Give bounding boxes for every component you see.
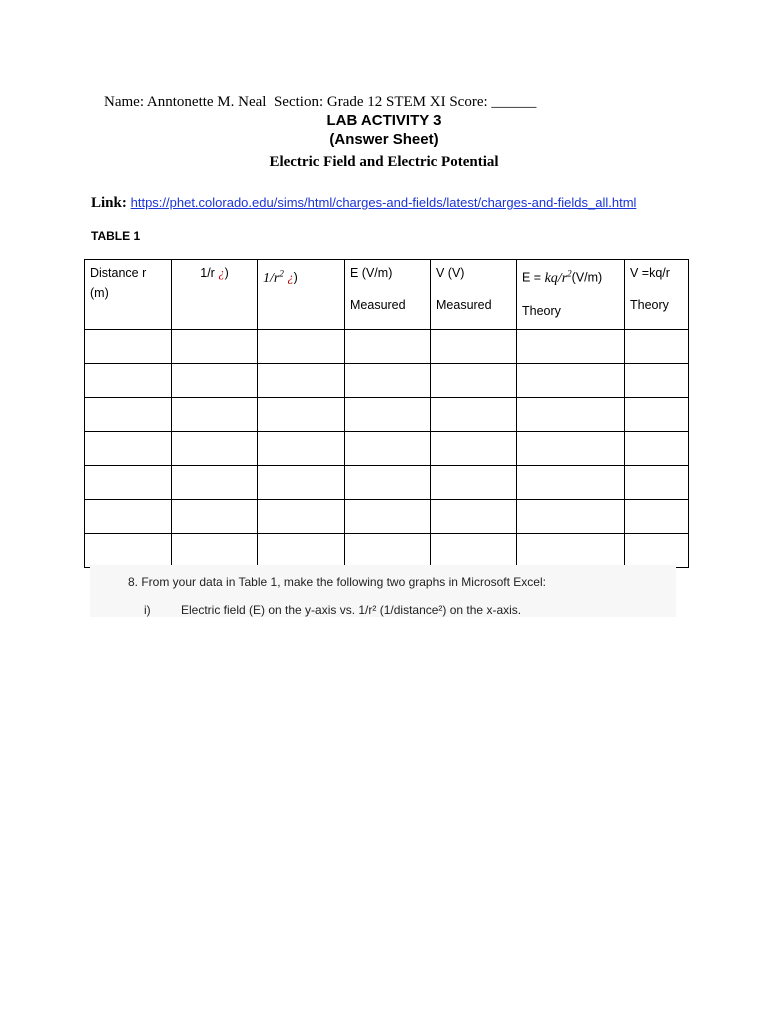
header-inverse-r2-sup: 2 xyxy=(279,268,284,278)
table-cell[interactable] xyxy=(517,500,625,534)
header-e-theory-sup: 2 xyxy=(567,268,572,278)
table-cell[interactable] xyxy=(172,534,258,568)
table-cell[interactable] xyxy=(258,500,345,534)
table-cell[interactable] xyxy=(345,398,431,432)
table-cell[interactable] xyxy=(345,330,431,364)
header-inverse-r xyxy=(172,260,258,330)
header-e-theory-prefix: E = xyxy=(522,270,545,285)
header-inverse-r-mark: ¿ xyxy=(218,266,225,280)
table-cell[interactable] xyxy=(345,500,431,534)
table-cell[interactable] xyxy=(431,432,517,466)
table-cell[interactable] xyxy=(431,364,517,398)
header-e-theory-line2: Theory xyxy=(522,303,561,318)
activity-subtitle: Electric Field and Electric Potential xyxy=(269,154,499,170)
link-label: Link: xyxy=(91,195,127,211)
table-cell[interactable] xyxy=(85,364,172,398)
header-distance xyxy=(85,260,172,330)
table-cell[interactable] xyxy=(625,432,689,466)
header-inverse-r2-close: ) xyxy=(293,270,298,285)
table-cell[interactable] xyxy=(85,398,172,432)
table-row xyxy=(85,534,689,568)
table-cell[interactable] xyxy=(172,330,258,364)
table-row xyxy=(85,500,689,534)
table-cell[interactable] xyxy=(85,500,172,534)
table-row xyxy=(85,466,689,500)
header-e-theory xyxy=(517,260,625,330)
header-inverse-r2-text: 1/r xyxy=(263,270,280,286)
table-cell[interactable] xyxy=(517,466,625,500)
table-cell[interactable] xyxy=(431,534,517,568)
answer-sheet-label: (Answer Sheet) xyxy=(329,131,439,148)
table-cell[interactable] xyxy=(258,330,345,364)
table-cell[interactable] xyxy=(345,466,431,500)
table-cell[interactable] xyxy=(625,330,689,364)
header-e-measured xyxy=(345,260,431,330)
header-inverse-r-squared xyxy=(258,260,345,330)
instruction-excerpt xyxy=(90,565,676,617)
table-cell[interactable] xyxy=(517,398,625,432)
instruction-sub-number: i) xyxy=(144,603,151,617)
link-row xyxy=(91,195,636,212)
instruction-sub-text: Electric field (E) on the y-axis vs. 1/r² (1/distance²) on the x-axis. xyxy=(181,603,522,617)
table-cell[interactable] xyxy=(258,398,345,432)
table-row xyxy=(85,398,689,432)
table-cell[interactable] xyxy=(258,534,345,568)
header-v-theory-line1: V =kq/r xyxy=(630,266,670,280)
table-header-row xyxy=(85,260,689,330)
header-inverse-r2-mark: ¿ xyxy=(287,270,294,285)
table-cell[interactable] xyxy=(172,364,258,398)
header-e-measured-line1: E (V/m) xyxy=(350,266,393,280)
student-info-line: Name: Anntonette M. Neal Section: Grade 12 STEM XI Score: ______ xyxy=(104,94,537,110)
table-label: TABLE 1 xyxy=(91,229,141,243)
table-cell[interactable] xyxy=(431,466,517,500)
table-cell[interactable] xyxy=(85,330,172,364)
table-cell[interactable] xyxy=(345,432,431,466)
table-cell[interactable] xyxy=(85,534,172,568)
instruction-item-8: 8. From your data in Table 1, make the following two graphs in Microsoft Excel: xyxy=(128,575,546,589)
activity-title: LAB ACTIVITY 3 xyxy=(326,112,442,129)
header-v-theory xyxy=(625,260,689,330)
header-v-theory-line2: Theory xyxy=(630,298,669,312)
table-cell[interactable] xyxy=(172,500,258,534)
header-v-measured-line1: V (V) xyxy=(436,266,465,280)
table-cell[interactable] xyxy=(517,330,625,364)
table-cell[interactable] xyxy=(258,432,345,466)
table-cell[interactable] xyxy=(625,466,689,500)
table-cell[interactable] xyxy=(345,534,431,568)
table-row xyxy=(85,432,689,466)
header-e-theory-formula: kq/r xyxy=(544,270,568,286)
table-cell[interactable] xyxy=(85,432,172,466)
table-cell[interactable] xyxy=(517,534,625,568)
table-cell[interactable] xyxy=(345,364,431,398)
header-distance-line1: Distance r xyxy=(90,266,147,280)
table-cell[interactable] xyxy=(431,330,517,364)
table-cell[interactable] xyxy=(431,500,517,534)
header-distance-line2: (m) xyxy=(90,286,109,300)
table-cell[interactable] xyxy=(85,466,172,500)
table-cell[interactable] xyxy=(258,364,345,398)
table-cell[interactable] xyxy=(625,364,689,398)
table-cell[interactable] xyxy=(517,364,625,398)
table-cell[interactable] xyxy=(172,466,258,500)
table-row xyxy=(85,330,689,364)
table-body xyxy=(85,330,689,568)
table-row xyxy=(85,364,689,398)
header-v-measured xyxy=(431,260,517,330)
table-cell[interactable] xyxy=(625,398,689,432)
header-e-theory-suffix: (V/m) xyxy=(571,270,603,285)
header-e-measured-line2: Measured xyxy=(350,298,406,312)
table-cell[interactable] xyxy=(258,466,345,500)
table-cell[interactable] xyxy=(431,398,517,432)
header-inverse-r-text: 1/r xyxy=(200,266,219,280)
table-cell[interactable] xyxy=(625,534,689,568)
data-table xyxy=(84,259,689,568)
table-cell[interactable] xyxy=(625,500,689,534)
table-cell[interactable] xyxy=(517,432,625,466)
table-cell[interactable] xyxy=(172,398,258,432)
header-v-measured-line2: Measured xyxy=(436,298,492,312)
header-inverse-r-close: ) xyxy=(224,266,229,280)
phet-simulation-link[interactable]: https://phet.colorado.edu/sims/html/charges-and-fields/latest/charges-and-fields_all.html xyxy=(130,195,637,210)
table-cell[interactable] xyxy=(172,432,258,466)
